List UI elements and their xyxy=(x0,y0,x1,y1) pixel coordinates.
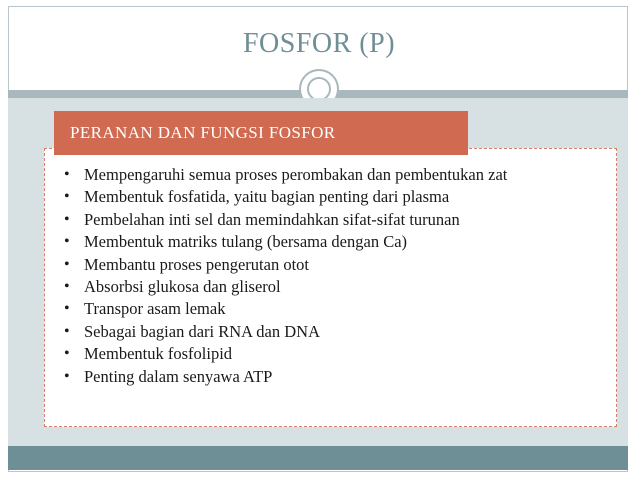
bullet-text: Transpor asam lemak xyxy=(84,299,226,319)
bullet-item xyxy=(62,187,582,206)
bullet-item xyxy=(62,367,582,386)
bullet-text: Sebagai bagian dari RNA dan DNA xyxy=(84,321,320,341)
bullet-text: Membentuk fosfatida, yaitu bagian penting dari plasma xyxy=(84,187,450,207)
bullet-text: Membentuk matriks tulang (bersama dengan Ca) xyxy=(84,232,408,252)
bullet-text: Mempengaruhi semua proses perombakan dan pembentukan zat xyxy=(84,165,508,184)
bullet-text: Membentuk fosfolipid xyxy=(84,344,233,364)
bullet-icon: • xyxy=(64,233,70,251)
bullet-item xyxy=(62,299,582,318)
bullet-item xyxy=(62,210,582,229)
bullet-icon: • xyxy=(64,322,70,340)
bullet-icon: • xyxy=(64,277,70,295)
bullet-icon: • xyxy=(64,255,70,273)
bullet-icon: • xyxy=(64,367,70,385)
bullet-text: Pembelahan inti sel dan memindahkan sifat-sifat turunan xyxy=(84,209,460,229)
bullet-icon: • xyxy=(64,210,70,228)
bullet-text: Absorbsi glukosa dan gliserol xyxy=(84,276,281,296)
bullet-item xyxy=(62,255,582,274)
bullet-text: Penting dalam senyawa ATP xyxy=(84,366,273,386)
bullet-icon: • xyxy=(64,188,70,206)
bullet-icon: • xyxy=(64,345,70,363)
bullet-icon: • xyxy=(64,166,70,183)
slide-title: FOSFOR (P) xyxy=(242,28,396,59)
bullet-item xyxy=(62,277,582,296)
footer-band xyxy=(8,446,628,470)
bullet-icon: • xyxy=(64,300,70,318)
section-header: PERANAN DAN FUNGSI FOSFOR xyxy=(54,111,468,155)
bullet-item xyxy=(62,322,582,341)
bullet-list xyxy=(62,165,582,389)
bullet-item xyxy=(62,165,582,184)
bullet-item xyxy=(62,344,582,363)
bullet-item xyxy=(62,232,582,251)
bullet-text: Membantu proses pengerutan otot xyxy=(84,254,309,274)
